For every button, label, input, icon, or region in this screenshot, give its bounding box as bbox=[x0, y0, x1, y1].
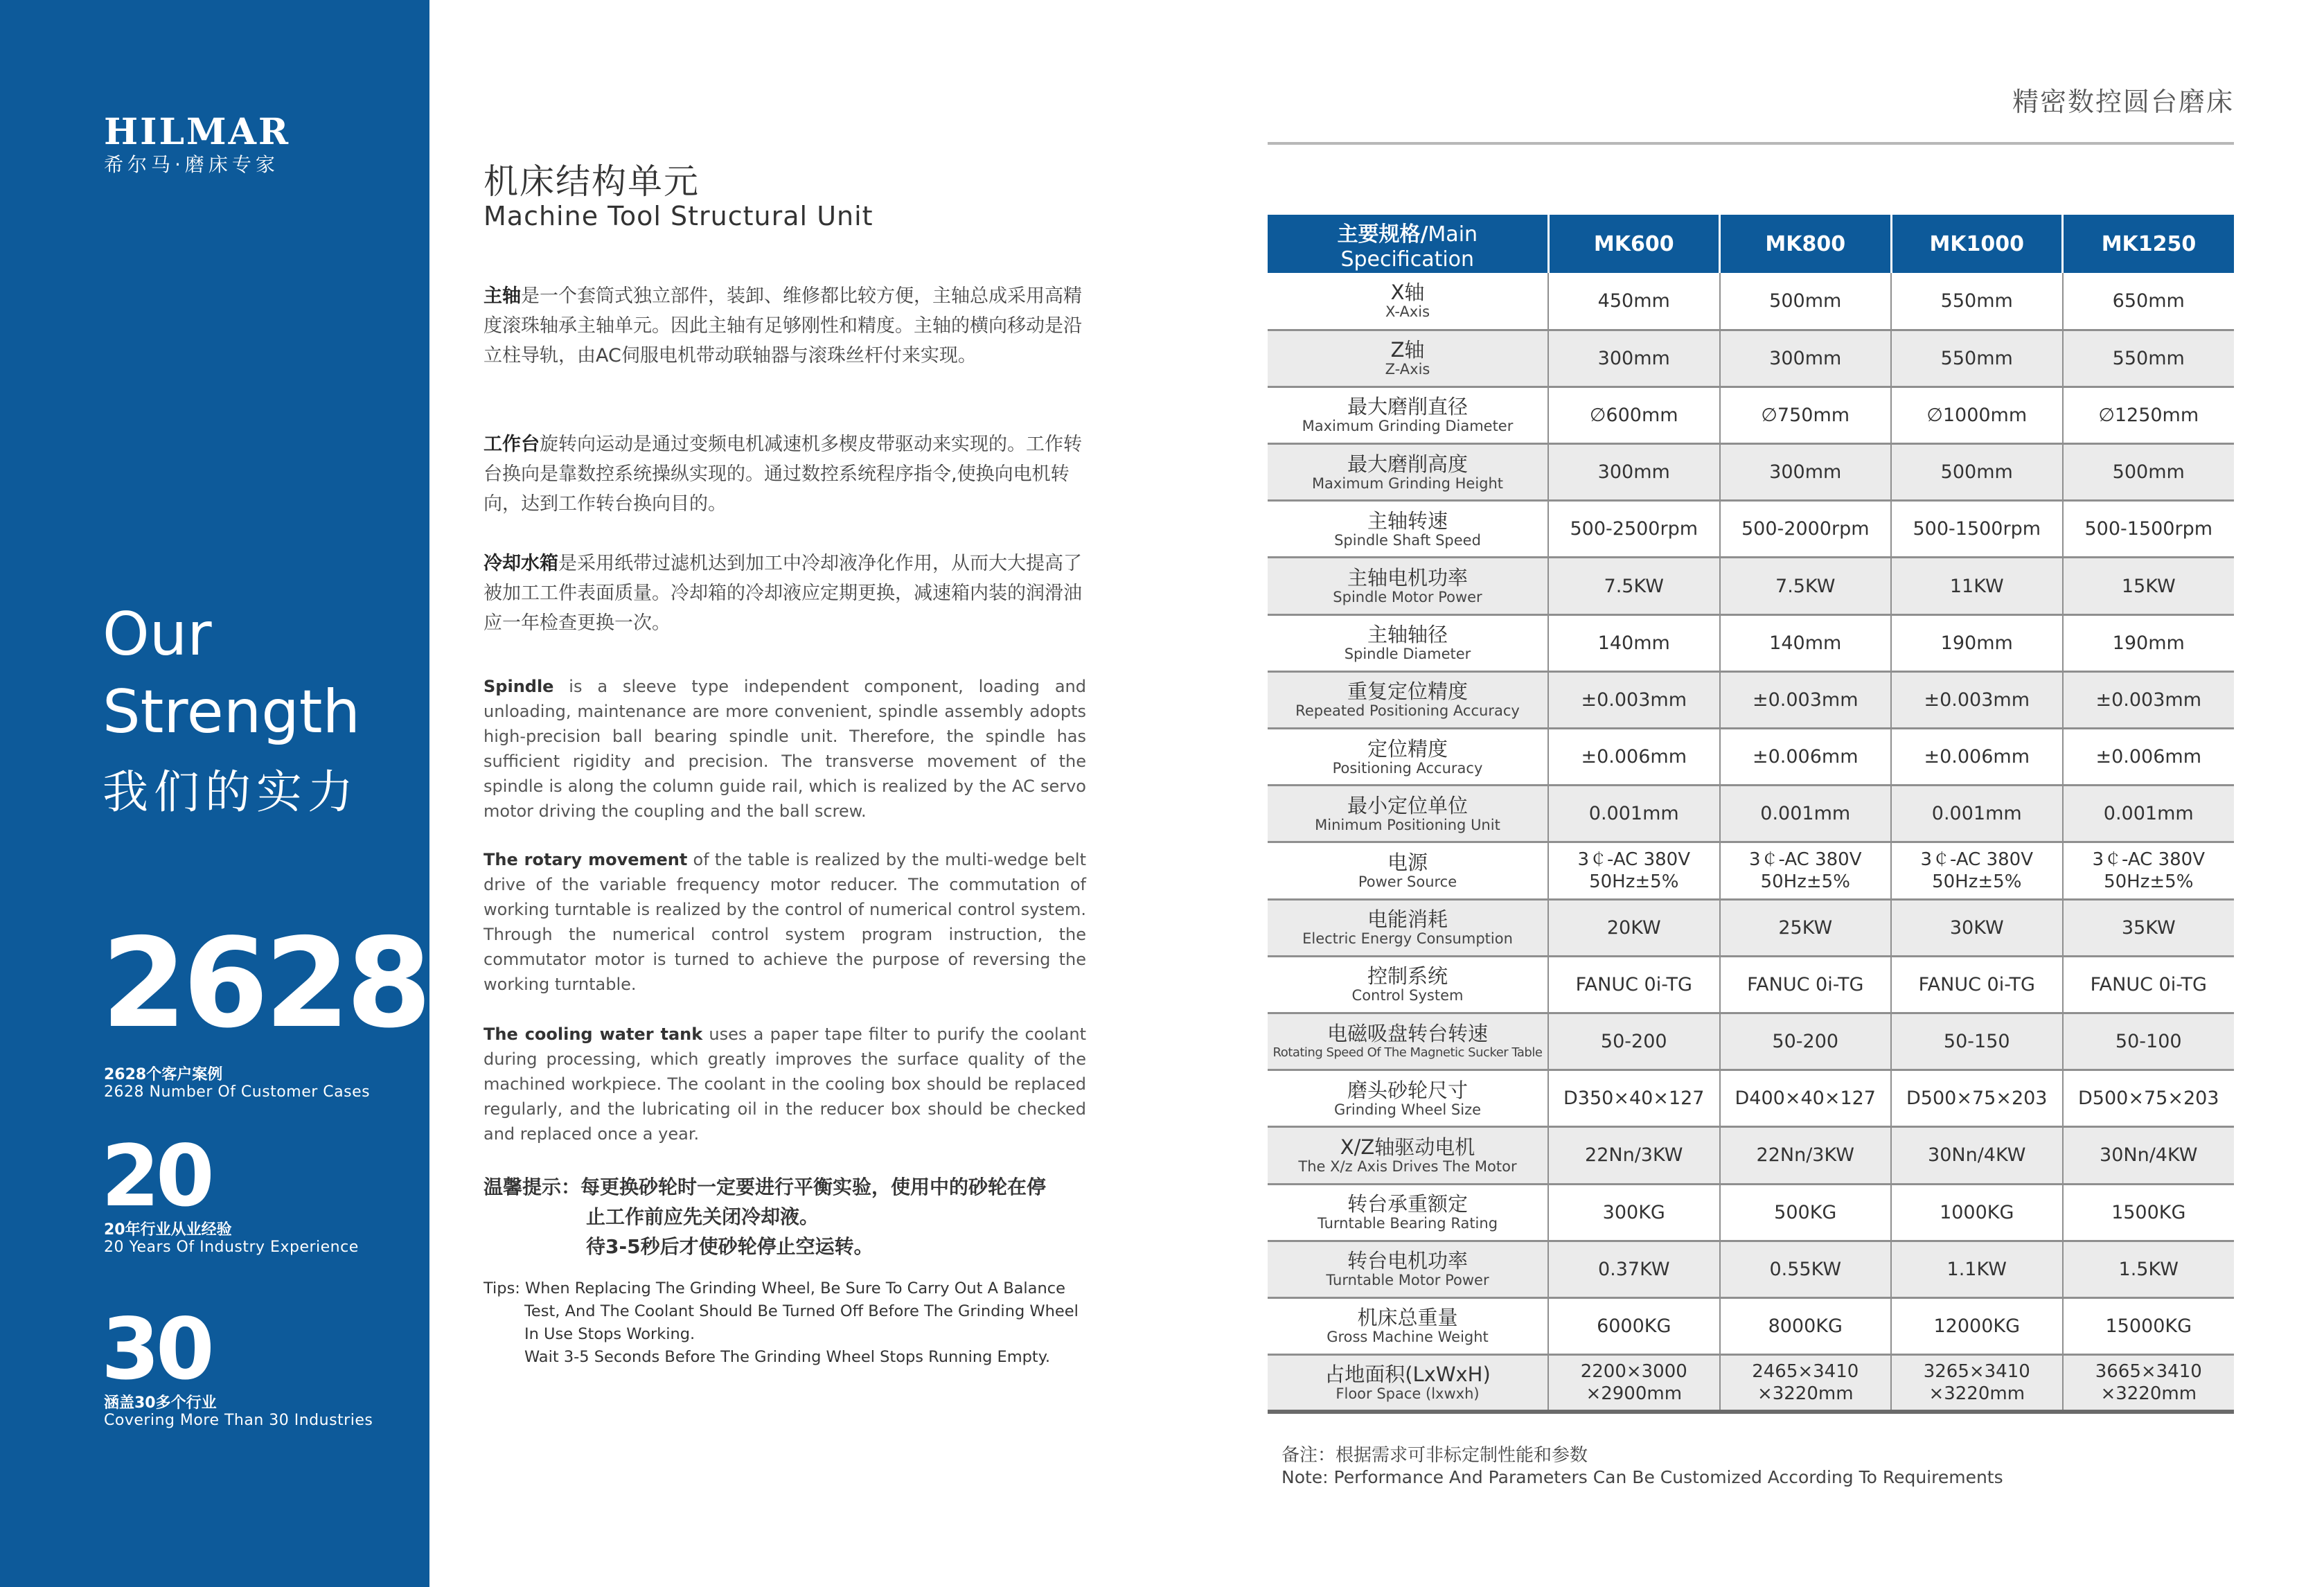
table-row bbox=[1268, 273, 2234, 330]
table-row bbox=[1268, 501, 2234, 558]
tip-en-line: Test, And The Coolant Should Be Turned Off Before The Grinding Wheel bbox=[524, 1302, 1079, 1320]
spec-value-cell: 300mm bbox=[1720, 444, 1892, 501]
spec-value-cell: FANUC 0i-TG bbox=[2063, 956, 2235, 1013]
spec-label-en: Minimum Positioning Unit bbox=[1315, 816, 1500, 833]
spec-value-cell bbox=[1548, 842, 1720, 899]
spec-value-cell: 30Nn/4KW bbox=[1891, 1127, 2063, 1184]
spec-label-cn: Z轴 bbox=[1390, 338, 1425, 362]
spec-value-cell: 50-100 bbox=[2063, 1013, 2235, 1070]
spec-value-line: 3￠-AC 380V bbox=[1748, 849, 1862, 870]
spec-value-cell: 500-2000rpm bbox=[1720, 501, 1892, 558]
spec-value-cell: D500×75×203 bbox=[2063, 1070, 2235, 1127]
spec-label-cn: 主轴轴径 bbox=[1367, 623, 1448, 647]
spec-value-cell: 650mm bbox=[2063, 273, 2235, 330]
spec-value-line: 50Hz±5% bbox=[1589, 871, 1679, 892]
table-row bbox=[1268, 1297, 2234, 1354]
spec-value-cell: 140mm bbox=[1720, 614, 1892, 671]
spec-value-cell: 22Nn/3KW bbox=[1548, 1127, 1720, 1184]
spec-label-en: X-Axis bbox=[1385, 303, 1430, 321]
stat-number-customers: 2628 bbox=[101, 912, 428, 1055]
spec-value-line: 3￠-AC 380V bbox=[1577, 849, 1690, 870]
section-title-cn: 机床结构单元 bbox=[484, 161, 700, 202]
spec-header-en: Main Specification bbox=[1340, 222, 1478, 272]
spec-value-cell: D500×75×203 bbox=[1891, 1070, 2063, 1127]
spec-value-cell: FANUC 0i-TG bbox=[1548, 956, 1720, 1013]
spec-value-cell: 12000KG bbox=[1891, 1297, 2063, 1354]
spec-value-cell bbox=[1720, 1355, 1892, 1412]
spec-label-en: Turntable Bearing Rating bbox=[1317, 1215, 1498, 1232]
note-cn: 备注：根据需求可非标定制性能和参数 bbox=[1281, 1445, 1588, 1466]
spec-value-cell: ∅750mm bbox=[1720, 387, 1892, 443]
table-row bbox=[1268, 1355, 2234, 1412]
spec-value-cell: 500KG bbox=[1720, 1184, 1892, 1241]
stat-number-years: 20 bbox=[101, 1127, 211, 1225]
tip-cn-line: 止工作前应先关闭冷却液。 bbox=[586, 1205, 819, 1228]
spec-label-cell bbox=[1268, 786, 1548, 842]
paragraph-spindle-en bbox=[484, 674, 1086, 824]
spec-value-cell: 0.001mm bbox=[1548, 786, 1720, 842]
spec-value-line: 2465×3410 bbox=[1752, 1360, 1859, 1382]
spec-label-cn: X轴 bbox=[1390, 281, 1425, 305]
table-row bbox=[1268, 842, 2234, 899]
spec-value-cell: 30Nn/4KW bbox=[2063, 1127, 2235, 1184]
spec-value-cell: 25KW bbox=[1720, 899, 1892, 956]
spec-label-cell bbox=[1268, 387, 1548, 443]
paragraph-text: 旋转向运动是通过变频电机减速机多楔皮带驱动来实现的。工作转台换向是靠数控系统操纵实现的。通过数控系统程序指令,使换向电机转向，达到工作转台换向目的。 bbox=[484, 434, 1082, 515]
spec-label-cn: 主轴转速 bbox=[1367, 508, 1448, 533]
spec-value-line: ×3220mm bbox=[1757, 1383, 1854, 1404]
spec-label-en: Z-Axis bbox=[1385, 361, 1430, 378]
spec-value-cell: ±0.003mm bbox=[2063, 671, 2235, 728]
spec-value-line: 50Hz±5% bbox=[1932, 871, 2022, 892]
spec-value-cell: D400×40×127 bbox=[1720, 1070, 1892, 1127]
tip-en-line: In Use Stops Working. bbox=[524, 1325, 695, 1343]
spec-value-cell bbox=[2063, 1355, 2235, 1412]
spec-value-cell: 500mm bbox=[2063, 444, 2235, 501]
spec-label-cell bbox=[1268, 1355, 1548, 1412]
spec-value-line: ×3220mm bbox=[2100, 1383, 2197, 1404]
spec-value-cell: 190mm bbox=[2063, 614, 2235, 671]
spec-value-cell: FANUC 0i-TG bbox=[1720, 956, 1892, 1013]
spec-value-cell: ∅1250mm bbox=[2063, 387, 2235, 443]
spec-label-cn: 控制系统 bbox=[1367, 964, 1448, 988]
table-row bbox=[1268, 444, 2234, 501]
spec-value-cell: 35KW bbox=[2063, 899, 2235, 956]
tip-cn-line: 温馨提示：每更换砂轮时一定要进行平衡实验，使用中的砂轮在停 bbox=[484, 1176, 1047, 1198]
model-header: MK800 bbox=[1720, 215, 1892, 273]
spec-value-cell: 22Nn/3KW bbox=[1720, 1127, 1892, 1184]
spec-value-cell: ±0.006mm bbox=[2063, 729, 2235, 786]
spec-value-cell: 300mm bbox=[1548, 444, 1720, 501]
table-row bbox=[1268, 330, 2234, 387]
spec-value-cell: 15KW bbox=[2063, 558, 2235, 614]
tip-cn-line: 待3-5秒后才使砂轮停止空运转。 bbox=[586, 1235, 873, 1258]
table-row bbox=[1268, 1070, 2234, 1127]
strength-heading-en bbox=[103, 596, 360, 751]
paragraph-text: uses a paper tape filter to purify the coolant during processing, which greatly improves the surface quality of the machined workpiece. The coolant in the cooling box should be replaced regularly, and the lubricating oil in the reducer box should be checked and replaced once a year. bbox=[484, 1025, 1086, 1144]
tip-en-line: Tips: When Replacing The Grinding Wheel, Be Sure To Carry Out A Balance bbox=[484, 1279, 1065, 1297]
spec-value-line: 50Hz±5% bbox=[2104, 871, 2194, 892]
spec-value-cell bbox=[1891, 1355, 2063, 1412]
spec-label-cn: 磨头砂轮尺寸 bbox=[1347, 1078, 1468, 1102]
spec-label-cn: 电磁吸盘转台转速 bbox=[1327, 1021, 1488, 1045]
spec-value-cell: 500mm bbox=[1891, 444, 2063, 501]
spec-value-line: 3265×3410 bbox=[1923, 1360, 2030, 1382]
spec-label-cell bbox=[1268, 899, 1548, 956]
spec-value-cell: ±0.003mm bbox=[1720, 671, 1892, 728]
spec-value-cell: ±0.006mm bbox=[1548, 729, 1720, 786]
spec-label-cell bbox=[1268, 614, 1548, 671]
paragraph-text: is a sleeve type independent component, loading and unloading, maintenance are more convenient, spindle assembly adopts high-precision ball bearing spindle unit. Therefore, the spindle has sufficient rigidity and precision. The transverse movement of the spindle is along the column guide rail, which is realized by the AC servo motor driving the coupling and the ball screw. bbox=[484, 677, 1086, 821]
table-row bbox=[1268, 1127, 2234, 1184]
spec-label-en: Maximum Grinding Height bbox=[1311, 475, 1504, 492]
spec-value-cell: 1000KG bbox=[1891, 1184, 2063, 1241]
spec-value-cell: 1.5KW bbox=[2063, 1241, 2235, 1297]
spec-label-en: Spindle Diameter bbox=[1344, 646, 1471, 663]
spec-value-cell: 0.001mm bbox=[1720, 786, 1892, 842]
strength-word-strength: Strength bbox=[103, 677, 361, 747]
spec-table bbox=[1268, 215, 2234, 1414]
spec-value-cell: ∅600mm bbox=[1548, 387, 1720, 443]
product-title: 精密数控圆台磨床 bbox=[2012, 87, 2234, 117]
spec-label-cn: 最大磨削直径 bbox=[1347, 395, 1468, 419]
spec-value-cell: 450mm bbox=[1548, 273, 1720, 330]
table-row bbox=[1268, 1184, 2234, 1241]
spec-value-line: ×3220mm bbox=[1928, 1383, 2025, 1404]
table-row bbox=[1268, 1241, 2234, 1297]
spec-value-cell: 300mm bbox=[1548, 330, 1720, 387]
spec-value-cell bbox=[2063, 842, 2235, 899]
spec-label-cell bbox=[1268, 1241, 1548, 1297]
spec-value-cell: D350×40×127 bbox=[1548, 1070, 1720, 1127]
spec-value-cell: 500mm bbox=[1720, 273, 1892, 330]
spec-label-cn: X/Z轴驱动电机 bbox=[1340, 1135, 1475, 1159]
section-title-en: Machine Tool Structural Unit bbox=[484, 201, 873, 231]
spec-value-cell: ±0.003mm bbox=[1548, 671, 1720, 728]
spec-value-cell: 50-200 bbox=[1548, 1013, 1720, 1070]
brand-logo: HILMAR bbox=[104, 111, 291, 153]
spec-label-cell bbox=[1268, 1070, 1548, 1127]
spec-header-label bbox=[1268, 215, 1548, 273]
table-row bbox=[1268, 729, 2234, 786]
spec-value-cell: ±0.006mm bbox=[1720, 729, 1892, 786]
stat-label-en-customers: 2628 Number Of Customer Cases bbox=[104, 1083, 371, 1101]
spec-label-cell bbox=[1268, 729, 1548, 786]
spec-label-cell bbox=[1268, 956, 1548, 1013]
spec-label-cell bbox=[1268, 273, 1548, 330]
table-row bbox=[1268, 387, 2234, 443]
spec-value-cell: 8000KG bbox=[1720, 1297, 1892, 1354]
spec-label-cell bbox=[1268, 444, 1548, 501]
spec-label-en: Repeated Positioning Accuracy bbox=[1295, 702, 1520, 720]
stat-number-industries: 30 bbox=[101, 1300, 211, 1399]
spec-value-cell: 7.5KW bbox=[1548, 558, 1720, 614]
spec-value-cell: 0.001mm bbox=[2063, 786, 2235, 842]
paragraph-text: 是采用纸带过滤机达到加工中冷却液净化作用，从而大大提高了被加工工件表面质量。冷却箱的冷却液应定期更换，减速箱内装的润滑油应一年检查更换一次。 bbox=[484, 553, 1082, 634]
spec-value-cell: 500-2500rpm bbox=[1548, 501, 1720, 558]
stat-label-cn-years: 20年行业从业经验 bbox=[104, 1221, 232, 1239]
paragraph-table-cn bbox=[484, 429, 1086, 519]
spec-value-cell: 550mm bbox=[1891, 330, 2063, 387]
spec-label-cn: 电源 bbox=[1387, 850, 1428, 874]
spec-label-cn: 电能消耗 bbox=[1367, 907, 1448, 932]
spec-value-cell: 300KG bbox=[1548, 1184, 1720, 1241]
spec-label-en: Gross Machine Weight bbox=[1327, 1329, 1489, 1346]
header-divider bbox=[1268, 142, 2234, 145]
spec-value-cell: 500-1500rpm bbox=[1891, 501, 2063, 558]
spec-label-en: Power Source bbox=[1358, 873, 1457, 890]
paragraph-keyword: 主轴 bbox=[484, 285, 521, 307]
spec-value-cell: ±0.006mm bbox=[1891, 729, 2063, 786]
spec-value-cell: 1500KG bbox=[2063, 1184, 2235, 1241]
sidebar bbox=[0, 0, 429, 1587]
spec-label-en: Rotating Speed Of The Magnetic Sucker Table bbox=[1272, 1045, 1543, 1060]
spec-label-cn: 转台承重额定 bbox=[1347, 1192, 1468, 1216]
spec-value-cell: ∅1000mm bbox=[1891, 387, 2063, 443]
spec-label-en: The X/z Axis Drives The Motor bbox=[1298, 1158, 1517, 1175]
note-en: Note: Performance And Parameters Can Be Customized According To Requirements bbox=[1281, 1467, 2003, 1487]
spec-label-cell bbox=[1268, 671, 1548, 728]
brand-subtitle: 希尔马·磨床专家 bbox=[104, 153, 279, 176]
spec-label-cell bbox=[1268, 1184, 1548, 1241]
spec-label-cell bbox=[1268, 330, 1548, 387]
spec-label-en: Spindle Shaft Speed bbox=[1334, 531, 1481, 549]
spec-value-cell: 1.1KW bbox=[1891, 1241, 2063, 1297]
paragraph-keyword: The cooling water tank bbox=[484, 1025, 703, 1044]
spec-label-cn: 重复定位精度 bbox=[1347, 680, 1468, 704]
spec-label-en: Control System bbox=[1351, 987, 1464, 1004]
spec-value-cell: 0.001mm bbox=[1891, 786, 2063, 842]
spec-value-cell: 190mm bbox=[1891, 614, 2063, 671]
table-row bbox=[1268, 614, 2234, 671]
spec-value-cell: 0.55KW bbox=[1720, 1241, 1892, 1297]
spec-label-cell bbox=[1268, 1127, 1548, 1184]
table-row bbox=[1268, 899, 2234, 956]
spec-value-cell: 15000KG bbox=[2063, 1297, 2235, 1354]
spec-value-line: ×2900mm bbox=[1586, 1383, 1683, 1404]
spec-label-cell bbox=[1268, 842, 1548, 899]
spec-value-cell: ±0.003mm bbox=[1891, 671, 2063, 728]
stat-label-cn-industries: 涵盖30多个行业 bbox=[104, 1394, 217, 1412]
spec-value-cell: 6000KG bbox=[1548, 1297, 1720, 1354]
strength-word-our: Our bbox=[103, 600, 212, 669]
spec-value-cell: 11KW bbox=[1891, 558, 2063, 614]
spec-label-en: Maximum Grinding Diameter bbox=[1302, 418, 1514, 435]
spec-label-en: Floor Space (lxwxh) bbox=[1336, 1385, 1480, 1402]
paragraph-keyword: Spindle bbox=[484, 677, 554, 696]
spec-value-cell: 50-150 bbox=[1891, 1013, 2063, 1070]
paragraph-coolant-en bbox=[484, 1022, 1086, 1146]
spec-label-en: Grinding Wheel Size bbox=[1333, 1101, 1482, 1118]
spec-value-cell: 0.37KW bbox=[1548, 1241, 1720, 1297]
spec-label-en: Positioning Accuracy bbox=[1332, 759, 1483, 777]
spec-value-line: 3665×3410 bbox=[2095, 1360, 2202, 1382]
model-header: MK600 bbox=[1548, 215, 1720, 273]
paragraph-coolant-cn bbox=[484, 549, 1086, 638]
spec-label-en: Electric Energy Consumption bbox=[1302, 930, 1513, 948]
paragraph-rotary-en bbox=[484, 847, 1086, 997]
model-header: MK1250 bbox=[2063, 215, 2235, 273]
spec-table-header bbox=[1268, 215, 2234, 273]
table-row bbox=[1268, 1013, 2234, 1070]
spec-value-cell bbox=[1891, 842, 2063, 899]
spec-value-cell: 140mm bbox=[1548, 614, 1720, 671]
paragraph-keyword: 工作台 bbox=[484, 434, 540, 455]
tip-en bbox=[484, 1277, 1107, 1369]
spec-value-line: 2200×3000 bbox=[1580, 1360, 1687, 1382]
table-row bbox=[1268, 558, 2234, 614]
paragraph-text: 是一个套筒式独立部件，装卸、维修都比较方便，主轴总成采用高精度滚珠轴承主轴单元。因此主轴有足够刚性和精度。主轴的横向移动是沿立柱导轨，由AC伺服电机带动联轴器与滚珠丝杆付来实现。 bbox=[484, 285, 1082, 366]
spec-label-cn: 定位精度 bbox=[1367, 736, 1448, 761]
spec-value-cell: 550mm bbox=[1891, 273, 2063, 330]
spec-label-en: Spindle Motor Power bbox=[1333, 589, 1482, 606]
spec-value-cell: FANUC 0i-TG bbox=[1891, 956, 2063, 1013]
spec-value-cell bbox=[1720, 842, 1892, 899]
strength-heading-cn: 我们的实力 bbox=[103, 765, 359, 819]
table-row bbox=[1268, 671, 2234, 728]
spec-value-line: 3￠-AC 380V bbox=[1920, 849, 2033, 870]
table-row bbox=[1268, 786, 2234, 842]
model-header: MK1000 bbox=[1891, 215, 2063, 273]
tip-cn bbox=[484, 1172, 1107, 1261]
spec-label-cell bbox=[1268, 1297, 1548, 1354]
spec-value-cell: 50-200 bbox=[1720, 1013, 1892, 1070]
spec-label-cn: 主轴电机功率 bbox=[1347, 566, 1468, 590]
spec-header-cn: 主要规格/ bbox=[1337, 222, 1428, 247]
spec-value-cell: 300mm bbox=[1720, 330, 1892, 387]
tip-en-line: Wait 3-5 Seconds Before The Grinding Wheel Stops Running Empty. bbox=[524, 1348, 1051, 1366]
paragraph-keyword: The rotary movement bbox=[484, 850, 688, 869]
paragraph-text: of the table is realized by the multi-wedge belt drive of the variable frequency motor reducer. The commutation of working turntable is realized by the control of numerical control system. Through the numerical control system program instruction, the commutator motor is turned to achieve the purpose of reversing the working turntable. bbox=[484, 850, 1086, 994]
spec-value-cell: 20KW bbox=[1548, 899, 1720, 956]
spec-label-cn: 最小定位单位 bbox=[1347, 793, 1468, 817]
paragraph-keyword: 冷却水箱 bbox=[484, 553, 558, 574]
spec-value-cell: 550mm bbox=[2063, 330, 2235, 387]
stat-label-en-years: 20 Years Of Industry Experience bbox=[104, 1239, 359, 1256]
spec-value-cell bbox=[1548, 1355, 1720, 1412]
spec-label-en: Turntable Motor Power bbox=[1326, 1272, 1489, 1289]
spec-label-cn: 最大磨削高度 bbox=[1347, 452, 1468, 476]
spec-value-cell: 500-1500rpm bbox=[2063, 501, 2235, 558]
spec-value-line: 3￠-AC 380V bbox=[2092, 849, 2205, 870]
spec-value-line: 50Hz±5% bbox=[1760, 871, 1850, 892]
spec-value-cell: 30KW bbox=[1891, 899, 2063, 956]
spec-label-cn: 占地面积(LxWxH) bbox=[1324, 1362, 1491, 1386]
spec-value-cell: 7.5KW bbox=[1720, 558, 1892, 614]
paragraph-spindle-cn bbox=[484, 281, 1086, 371]
spec-label-cell bbox=[1268, 501, 1548, 558]
stat-label-en-industries: Covering More Than 30 Industries bbox=[104, 1412, 373, 1429]
spec-label-cell bbox=[1268, 1013, 1548, 1070]
table-row bbox=[1268, 956, 2234, 1013]
spec-label-cn: 机床总重量 bbox=[1357, 1306, 1458, 1330]
spec-label-cn: 转台电机功率 bbox=[1347, 1249, 1468, 1273]
spec-label-cell bbox=[1268, 558, 1548, 614]
stat-label-cn-customers: 2628个客户案例 bbox=[104, 1066, 223, 1083]
